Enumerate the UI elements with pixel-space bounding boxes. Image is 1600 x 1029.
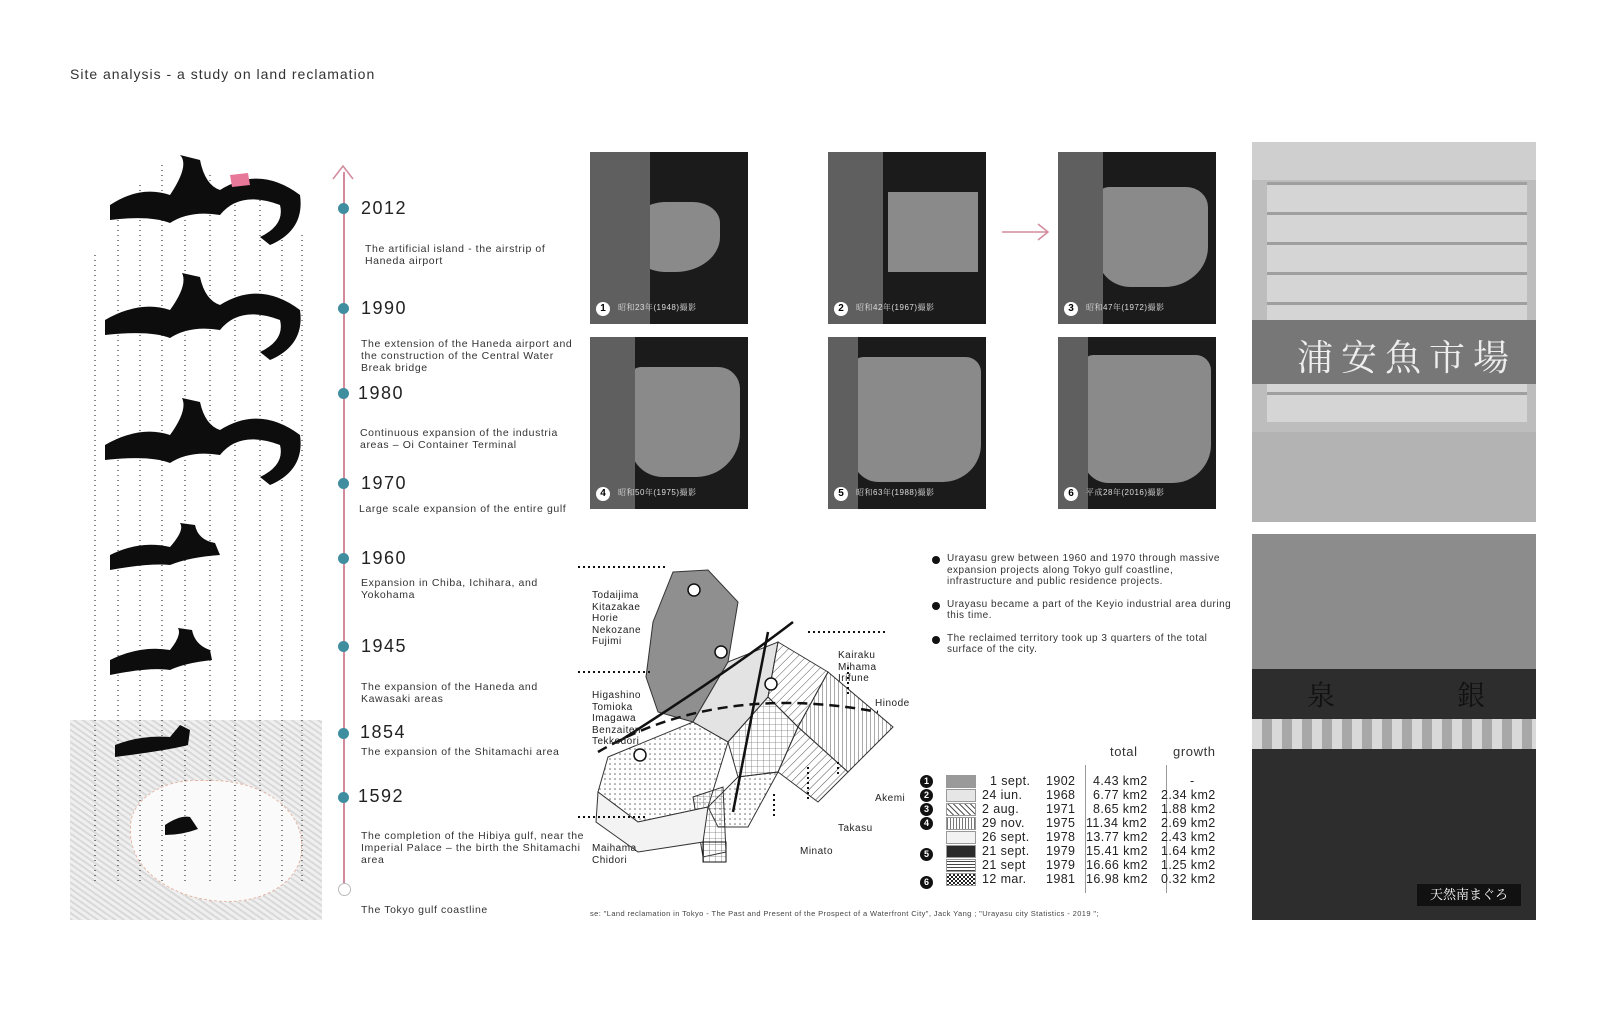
aerial-photo-1975: 4 昭和50年(1975)撮影 xyxy=(590,337,748,509)
fish-shop-photo xyxy=(1252,534,1536,920)
timeline-year: 1960 xyxy=(361,548,408,568)
timeline-dot xyxy=(338,728,349,739)
legend-swatch xyxy=(946,845,976,858)
market-sign-text: 浦安魚市場 xyxy=(1297,338,1518,379)
timeline-year: 1970 xyxy=(361,473,408,493)
shop-kanji-left: 泉 xyxy=(1307,679,1336,712)
district-labels-group4: Kairaku Mihama Irifune xyxy=(838,650,877,684)
legend-swatch xyxy=(946,831,976,844)
timeline-axis xyxy=(343,172,345,884)
row-index: 5 xyxy=(920,848,933,861)
timeline-description: The expansion of the Haneda and Kawasaki areas xyxy=(361,681,538,705)
timeline-dot xyxy=(338,553,349,564)
legend-swatch xyxy=(946,803,976,816)
row-index: 4 xyxy=(920,817,933,830)
timeline-description: The Tokyo gulf coastline xyxy=(361,904,488,916)
aerial-photo-1967: 2 昭和42年(1967)撮影 xyxy=(828,152,986,324)
legend-swatch xyxy=(946,789,976,802)
district-label-hinode: Hinode xyxy=(875,698,910,709)
legend-swatch xyxy=(946,775,976,788)
row-index: 2 xyxy=(920,789,933,802)
key-point: Urayasu became a part of the Keyio industrial area during this time. xyxy=(932,599,1237,622)
page-title: Site analysis - a study on land reclamation xyxy=(70,66,376,82)
timeline-dot xyxy=(338,203,349,214)
timeline-description: The expansion of the Shitamachi area xyxy=(361,746,560,758)
key-point: Urayasu grew between 1960 and 1970 through massive expansion projects along Tokyo gulf coastline, infrastructure and public residence projects. xyxy=(932,553,1237,588)
row-index: 3 xyxy=(920,803,933,816)
progression-arrow-icon xyxy=(1000,222,1052,242)
aerial-photo-1948: 1 昭和23年(1948)撮影 xyxy=(590,152,748,324)
timeline-description: Expansion in Chiba, Ichihara, and Yokohama xyxy=(361,577,538,601)
legend-swatch xyxy=(946,859,976,872)
timeline-description: The completion of the Hibiya gulf, near the Imperial Palace – the birth the Shitamachi area xyxy=(361,830,585,866)
legend-swatch xyxy=(946,817,976,830)
timeline-description: Continuous expansion of the industria areas – Oi Container Terminal xyxy=(360,427,558,451)
district-labels-group2: Higashino Tomioka Imagawa Benzaiten Tekkodori xyxy=(592,690,641,747)
timeline-description: The extension of the Haneda airport and the construction of the Central Water Break bridge xyxy=(361,338,573,374)
timeline-year: 1980 xyxy=(358,383,405,403)
key-point: The reclaimed territory took up 3 quarters of the total surface of the city. xyxy=(932,633,1237,656)
aerial-photo-1972: 3 昭和47年(1972)撮影 xyxy=(1058,152,1216,324)
district-label-akemi: Akemi xyxy=(875,793,906,804)
table-header-growth: growth xyxy=(1173,744,1216,759)
timeline-dot xyxy=(338,388,349,399)
timeline-description: Large scale expansion of the entire gulf xyxy=(359,503,567,515)
timeline-dot xyxy=(338,641,349,652)
row-index: 1 xyxy=(920,775,933,788)
fish-market-building-photo xyxy=(1252,142,1536,522)
timeline-year: 1592 xyxy=(358,786,405,806)
timeline-arrow-icon xyxy=(332,164,354,180)
legend-swatch xyxy=(946,873,976,886)
district-labels-group1: Todaijima Kitazakae Horie Nekozane Fujimi xyxy=(592,590,642,647)
timeline-year: 1854 xyxy=(360,722,407,742)
key-points-list xyxy=(932,553,1237,667)
timeline-dot xyxy=(338,303,349,314)
district-labels-group3: Maihama Chidori xyxy=(592,843,637,866)
timeline-year: 2012 xyxy=(361,198,408,218)
district-label-takasu: Takasu xyxy=(838,823,873,834)
shop-kanji-right: 銀 xyxy=(1457,679,1486,712)
source-citation: se: "Land reclamation in Tokyo - The Past and Present of the Prospect of a Waterfront City", Jack Yang ; "Urayasu city Statistics - 2019 "; xyxy=(590,909,1099,918)
timeline-dot xyxy=(338,478,349,489)
timeline-description: The artificial island - the airstrip of Haneda airport xyxy=(365,243,546,267)
timeline-dot xyxy=(338,792,349,803)
land-reclamation-evolution-maps xyxy=(70,145,325,905)
aerial-photo-1988: 5 昭和63年(1988)撮影 xyxy=(828,337,986,509)
aerial-photo-2016: 6 平成28年(2016)撮影 xyxy=(1058,337,1216,509)
timeline-dot-origin xyxy=(338,883,351,896)
shop-sign: 天然南まぐろ xyxy=(1417,884,1521,906)
row-index: 6 xyxy=(920,876,933,889)
table-header-total: total xyxy=(1110,744,1138,759)
timeline-year: 1945 xyxy=(361,636,408,656)
district-label-minato: Minato xyxy=(800,846,834,857)
timeline-year: 1990 xyxy=(361,298,408,318)
